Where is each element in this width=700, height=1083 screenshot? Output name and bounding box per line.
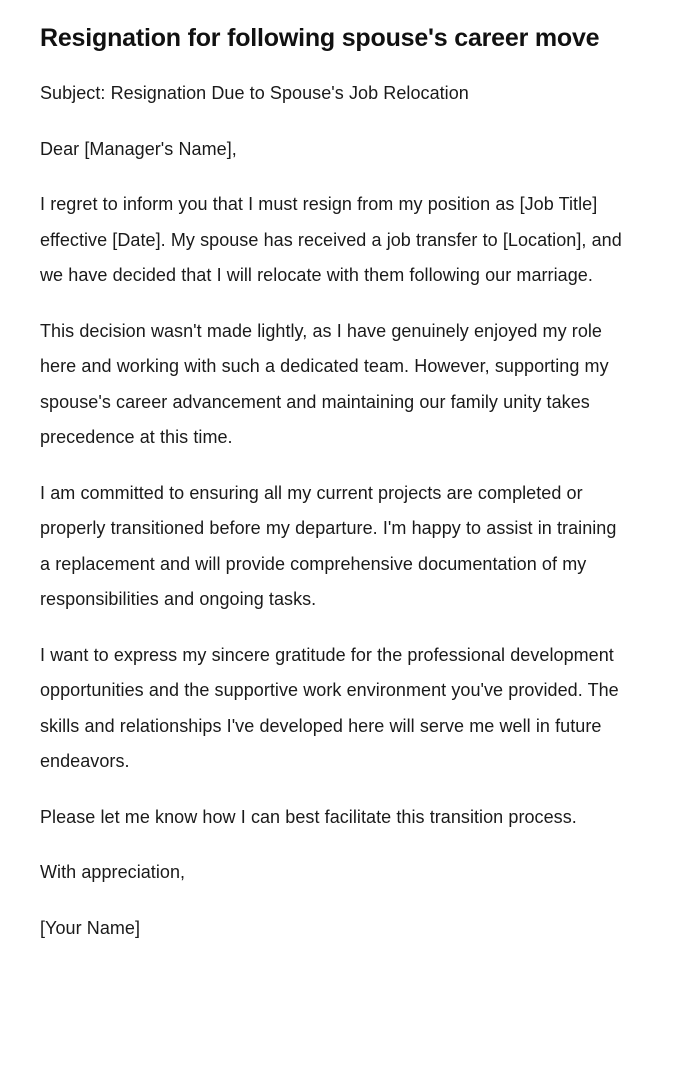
subject-line: Subject: Resignation Due to Spouse's Job Relocation bbox=[40, 83, 469, 103]
body-paragraph-2: This decision wasn't made lightly, as I have genuinely enjoyed my role here and working with such a dedicated team. However, supporting my spouse's career advancement and maintaining our family unity takes precedence at this time. bbox=[40, 320, 609, 447]
signature: [Your Name] bbox=[40, 917, 141, 938]
page-title: Resignation for following spouse's career move bbox=[40, 24, 600, 52]
body-paragraph-4: I want to express my sincere gratitude for the professional development opportunities and the supportive work environment you've provided. The skills and relationships I've developed here will serve me well in future endeavors. bbox=[40, 644, 619, 771]
body-paragraph-3: I am committed to ensuring all my current projects are completed or properly transitioned before my departure. I'm happy to assist in training a replacement and will provide comprehensive documentation of my responsibilities and ongoing tasks. bbox=[40, 482, 617, 609]
body-paragraph-5: Please let me know how I can best facilitate this transition process. bbox=[40, 806, 577, 827]
body-paragraph-1: I regret to inform you that I must resign from my position as [Job Title] effective [Date]. My spouse has received a job transfer to [Location], and we have decided that I will relocate with them following our marriage. bbox=[40, 194, 622, 285]
closing: With appreciation, bbox=[40, 862, 186, 882]
letter-body bbox=[40, 76, 628, 946]
salutation: Dear [Manager's Name], bbox=[40, 138, 237, 159]
